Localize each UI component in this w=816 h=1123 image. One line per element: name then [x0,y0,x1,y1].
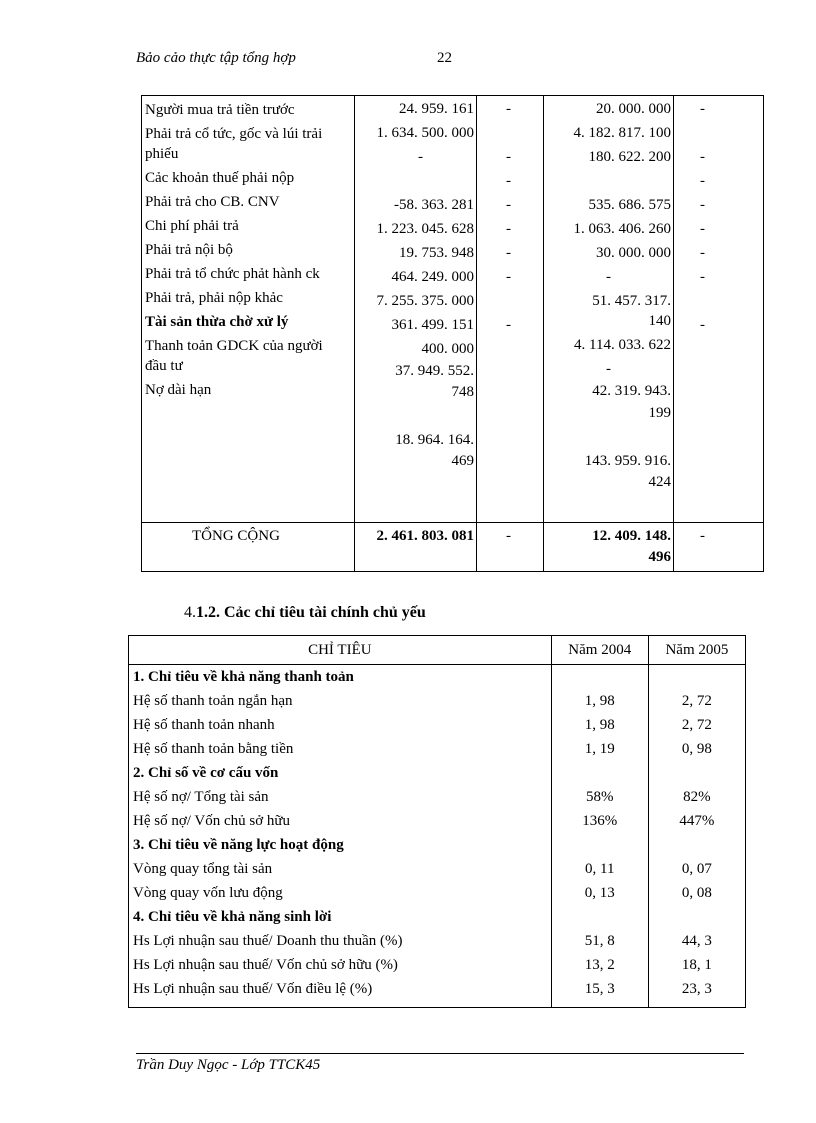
value-2004-cell: 13, 2 [551,953,648,977]
indicator-cell: Hs Lợi nhuận sau thuế/ Doanh thu thuần (%) [129,929,552,953]
value-cell: 42. 319. 943. [592,383,671,399]
table-row [129,929,746,953]
ratio-table [128,635,746,1008]
value-cell: 1. 223. 045. 628 [376,221,474,237]
dash-cell: - [506,317,511,333]
value-2005-cell: 44, 3 [648,929,745,953]
value-2004-cell: 136% [551,809,648,833]
value-cell: - [606,361,611,377]
value-2005-cell [648,665,745,690]
total-value-col1: 2. 461. 803. 081 [376,528,474,544]
value-cell: 4. 182. 817. 100 [573,125,671,141]
header-2005: Năm 2005 [648,636,745,665]
table-row [129,977,746,1008]
table-row [129,881,746,905]
value-2005-cell: 23, 3 [648,977,745,1008]
balance-label: Tài sản thừa chờ xử lý [145,314,289,330]
value-2004-cell: 1, 19 [551,737,648,761]
dash-cell: - [506,269,511,285]
dash-cell: - [506,197,511,213]
balance-label: Phải trả cổ tức, gốc và lúi trải phiếu [145,126,323,162]
table-row [129,857,746,881]
indicator-cell: Hệ số thanh toản ngắn hạn [129,689,552,713]
indicator-cell: Hs Lợi nhuận sau thuế/ Vốn chủ sở hữu (%) [129,953,552,977]
value-cell: 143. 959. 916. [584,453,671,469]
indicator-cell: Hệ số thanh toản nhanh [129,713,552,737]
indicator-cell: Hệ số nợ/ Tổng tài sản [129,785,552,809]
dash-cell: - [700,269,705,285]
value-2005-cell: 82% [648,785,745,809]
value-2004-cell [551,905,648,929]
value-cell: 4. 114. 033. 622 [574,337,671,353]
group-row [129,761,746,785]
table-row [129,713,746,737]
value-2005-cell [648,833,745,857]
value-cell: 37. 949. 552. [395,363,474,379]
value-2004-cell: 51, 8 [551,929,648,953]
balance-labels [145,100,337,400]
total-value-col3: 12. 409. 148. [592,528,671,544]
balance-label: Phải trả, phải nộp khảc [145,290,283,306]
section-heading [184,604,426,622]
dash-cell: - [700,317,705,333]
indicator-cell: 1. Chỉ tiêu về khả năng thanh toản [129,665,552,690]
value-2004-cell: 58% [551,785,648,809]
value-cell: 199 [648,405,671,421]
value-cell: 18. 964. 164. [395,432,474,448]
group-row [129,905,746,929]
value-2004-cell [551,665,648,690]
footer-divider [136,1053,744,1054]
balance-label: Chi phí phải trả [145,218,239,234]
value-2005-cell: 0, 07 [648,857,745,881]
dash-cell: - [700,245,705,261]
value-2005-cell: 18, 1 [648,953,745,977]
table-row [129,809,746,833]
value-cell: 30. 000. 000 [596,245,671,261]
value-2005-cell: 447% [648,809,745,833]
value-2005-cell [648,761,745,785]
value-cell: 748 [451,384,474,400]
value-cell: -58. 363. 281 [394,197,474,213]
indicator-cell: 3. Chỉ tiêu về năng lực hoạt động [129,833,552,857]
value-2004-cell: 0, 11 [551,857,648,881]
table-row [129,953,746,977]
value-cell: 424 [648,474,671,490]
value-cell: 19. 753. 948 [399,245,474,261]
value-2004-cell: 1, 98 [551,713,648,737]
header-indicator: CHỈ TIÊU [129,636,552,665]
value-cell: 24. 959. 161 [399,101,474,117]
balance-label: Phải trả nội bộ [145,242,233,258]
page-number: 22 [437,50,452,66]
value-cell: 1. 634. 500. 000 [376,125,474,141]
value-2004-cell: 15, 3 [551,977,648,1008]
section-number: 4. [184,604,196,621]
dash-cell: - [506,173,511,189]
indicator-cell: Hs Lợi nhuận sau thuế/ Vốn điều lệ (%) [129,977,552,1008]
value-cell: 535. 686. 575 [588,197,671,213]
indicator-cell: Vòng quay tổng tài sản [129,857,552,881]
dash-cell: - [506,245,511,261]
dash-cell: - [700,173,705,189]
indicator-cell: Vòng quay vốn lưu động [129,881,552,905]
total-dash-col2: - [506,528,511,544]
table-row [129,737,746,761]
value-cell: 464. 249. 000 [391,269,474,285]
dash-cell: - [700,197,705,213]
dash-cell: - [506,221,511,237]
value-2004-cell [551,833,648,857]
value-2004-cell [551,761,648,785]
dash-cell: - [700,221,705,237]
balance-label: Nợ dài hạn [145,382,212,398]
value-cell: 469 [451,453,474,469]
header-2004: Năm 2004 [551,636,648,665]
section-title: 1.2. Cảc chỉ tiêu tài chính chủ yếu [196,604,426,621]
value-cell: 400. 000 [421,341,474,357]
balance-label: Phải trả tổ chức phảt hành ck [145,266,320,282]
indicator-cell: Hệ số thanh toản bằng tiền [129,737,552,761]
total-value-col3-cont: 496 [648,549,671,565]
value-2005-cell [648,905,745,929]
dash-cell: - [506,101,511,117]
header-title: Bảo cảo thực tập tổng hợp [136,50,296,66]
value-cell: - [606,269,611,285]
value-cell: 361. 499. 151 [391,317,474,333]
dash-cell: - [700,101,705,117]
balance-label: Thanh toản GDCK của người đầu tư [145,338,323,374]
value-cell: - [418,149,423,165]
indicator-cell: 2. Chỉ số về cơ cấu vốn [129,761,552,785]
dash-cell: - [700,149,705,165]
value-2005-cell: 2, 72 [648,689,745,713]
value-cell: 140 [648,313,671,329]
value-2005-cell: 0, 08 [648,881,745,905]
balance-label: Người mua trả tiền trước [145,102,295,118]
group-row [129,665,746,690]
value-cell: 20. 000. 000 [596,101,671,117]
footer-author: Trần Duy Ngọc - Lớp TTCK45 [136,1057,321,1073]
balance-label: Phải trả cho CB. CNV [145,194,280,210]
value-2005-cell: 0, 98 [648,737,745,761]
balance-label: Cảc khoản thuế phải nộp [145,170,295,186]
value-cell: 51. 457. 317. [592,293,671,309]
value-cell: 1. 063. 406. 260 [573,221,671,237]
value-2004-cell: 1, 98 [551,689,648,713]
table-row [129,785,746,809]
value-cell: 7. 255. 375. 000 [376,293,474,309]
dash-cell: - [506,149,511,165]
indicator-cell: 4. Chỉ tiêu về khả năng sinh lời [129,905,552,929]
indicator-cell: Hệ số nợ/ Vốn chủ sở hữu [129,809,552,833]
balance-table [141,95,764,572]
table-header-row [129,636,746,665]
value-cell: 180. 622. 200 [588,149,671,165]
total-label: TỔNG CỘNG [192,528,280,544]
group-row [129,833,746,857]
value-2005-cell: 2, 72 [648,713,745,737]
table-row [129,689,746,713]
total-dash-col4: - [700,528,705,544]
value-2004-cell: 0, 13 [551,881,648,905]
